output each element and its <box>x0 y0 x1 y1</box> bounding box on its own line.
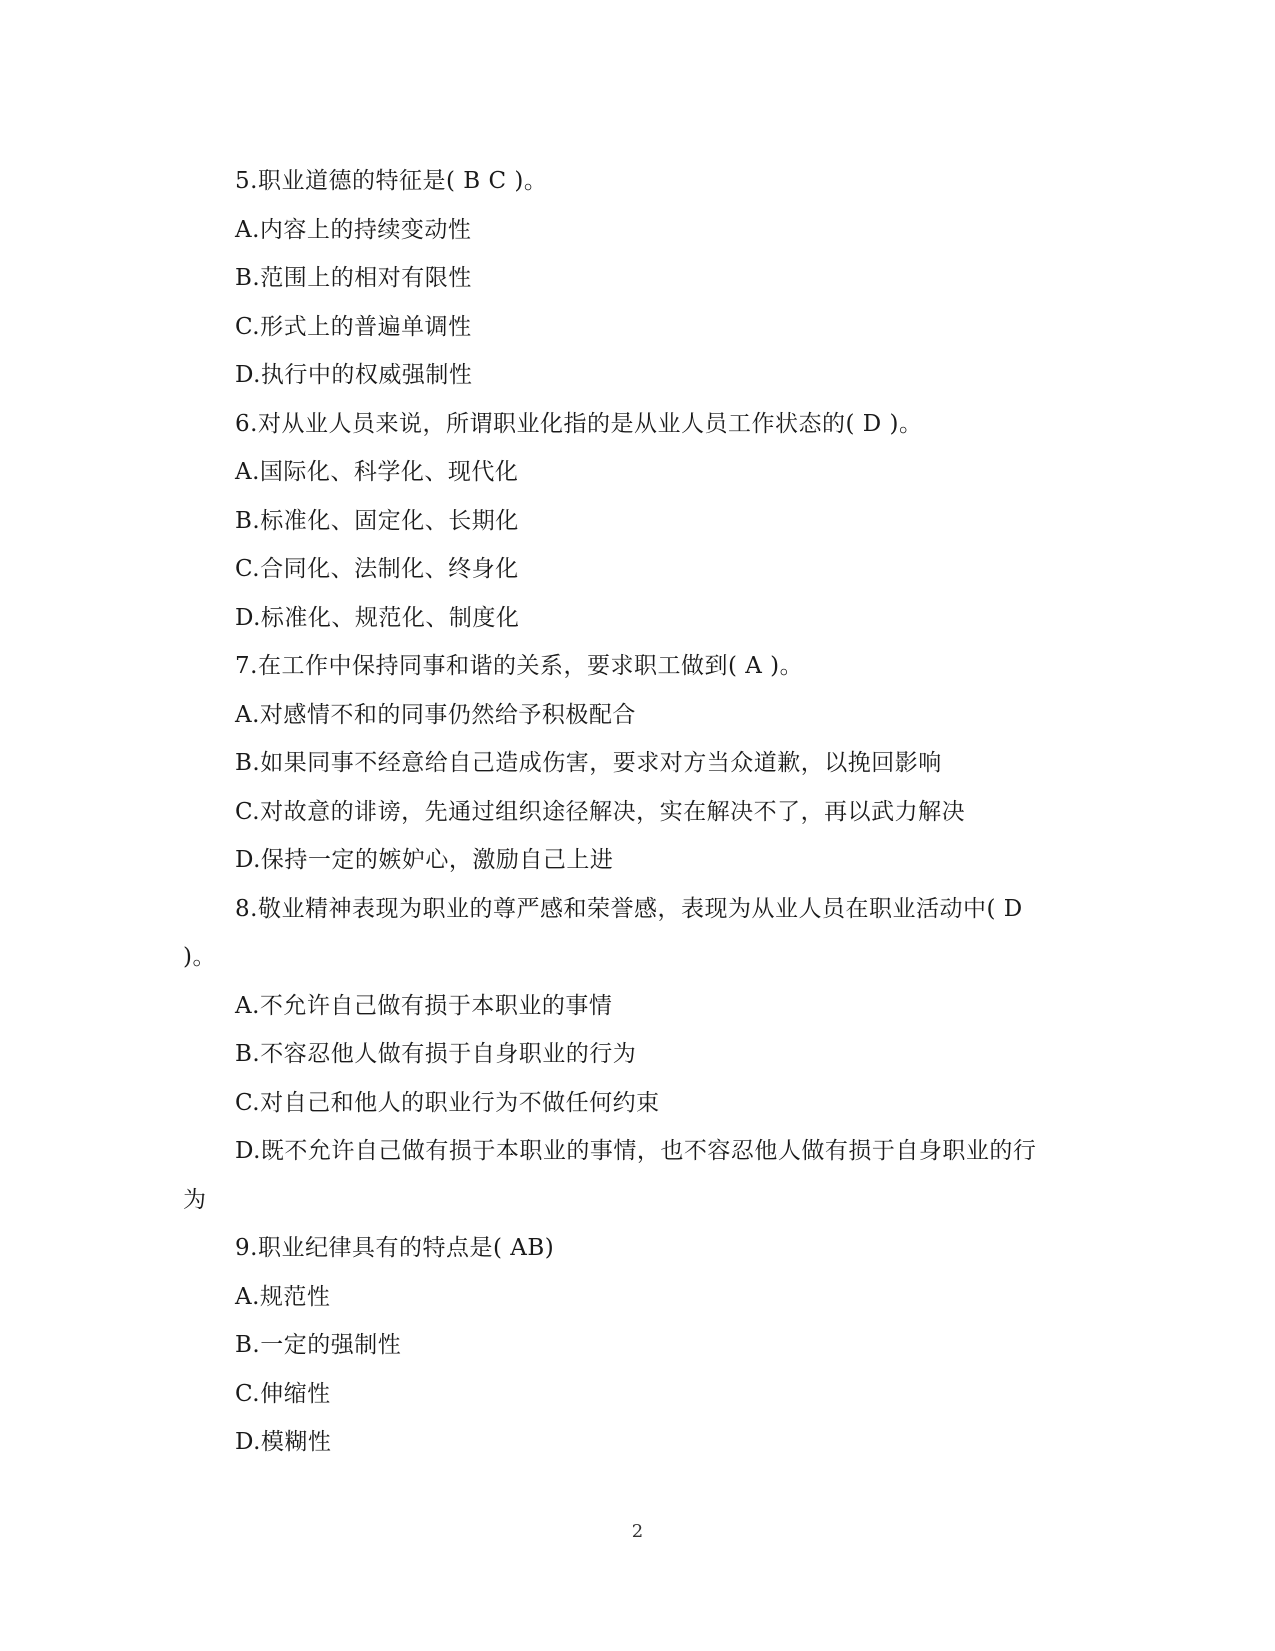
question-8-option-a: A.不允许自己做有损于本职业的事情 <box>235 992 613 1019</box>
question-8-option-b: B.不容忍他人做有损于自身职业的行为 <box>235 1041 637 1067</box>
question-8-option-d-continuation: 为 <box>183 1186 207 1213</box>
question-5-option-a: A.内容上的持续变动性 <box>235 216 472 243</box>
question-8-continuation: )。 <box>183 944 216 970</box>
question-6: 6.对从业人员来说，所谓职业化指的是从业人员工作状态的( D )。 <box>235 410 923 437</box>
question-8-option-d: D.既不允许自己做有损于本职业的事情，也不容忍他人做有损于自身职业的行 <box>235 1138 1037 1164</box>
page-content <box>183 157 1083 1467</box>
question-8: 8.敬业精神表现为职业的尊严感和荣誉感，表现为从业人员在职业活动中( D <box>235 895 1023 922</box>
question-9-option-b: B.一定的强制性 <box>235 1332 402 1358</box>
question-7: 7.在工作中保持同事和谐的关系，要求职工做到( A )。 <box>235 653 804 679</box>
question-9: 9.职业纪律具有的特点是( AB) <box>235 1235 555 1261</box>
question-5-option-b: B.范围上的相对有限性 <box>235 265 472 291</box>
question-5-option-c: C.形式上的普遍单调性 <box>235 313 472 340</box>
question-6-option-d: D.标准化、规范化、制度化 <box>235 604 520 631</box>
question-7-option-a: A.对感情不和的同事仍然给予积极配合 <box>235 701 636 728</box>
question-6-option-c: C.合同化、法制化、终身化 <box>235 556 519 582</box>
question-7-option-d: D.保持一定的嫉妒心，激励自己上进 <box>235 847 614 873</box>
question-7-option-b: B.如果同事不经意给自己造成伤害，要求对方当众道歉，以挽回影响 <box>235 750 942 776</box>
page-number: 2 <box>631 1521 644 1542</box>
question-5: 5.职业道德的特征是( B C )。 <box>235 168 548 194</box>
question-6-option-a: A.国际化、科学化、现代化 <box>235 459 519 485</box>
question-5-option-d: D.执行中的权威强制性 <box>235 362 473 388</box>
question-6-option-b: B.标准化、固定化、长期化 <box>235 507 519 534</box>
question-8-option-c: C.对自己和他人的职业行为不做任何约束 <box>235 1089 660 1116</box>
question-9-option-d: D.模糊性 <box>235 1429 332 1455</box>
question-9-option-a: A.规范性 <box>235 1283 331 1310</box>
question-9-option-c: C.伸缩性 <box>235 1380 331 1407</box>
question-7-option-c: C.对故意的诽谤，先通过组织途径解决，实在解决不了，再以武力解决 <box>235 798 966 825</box>
